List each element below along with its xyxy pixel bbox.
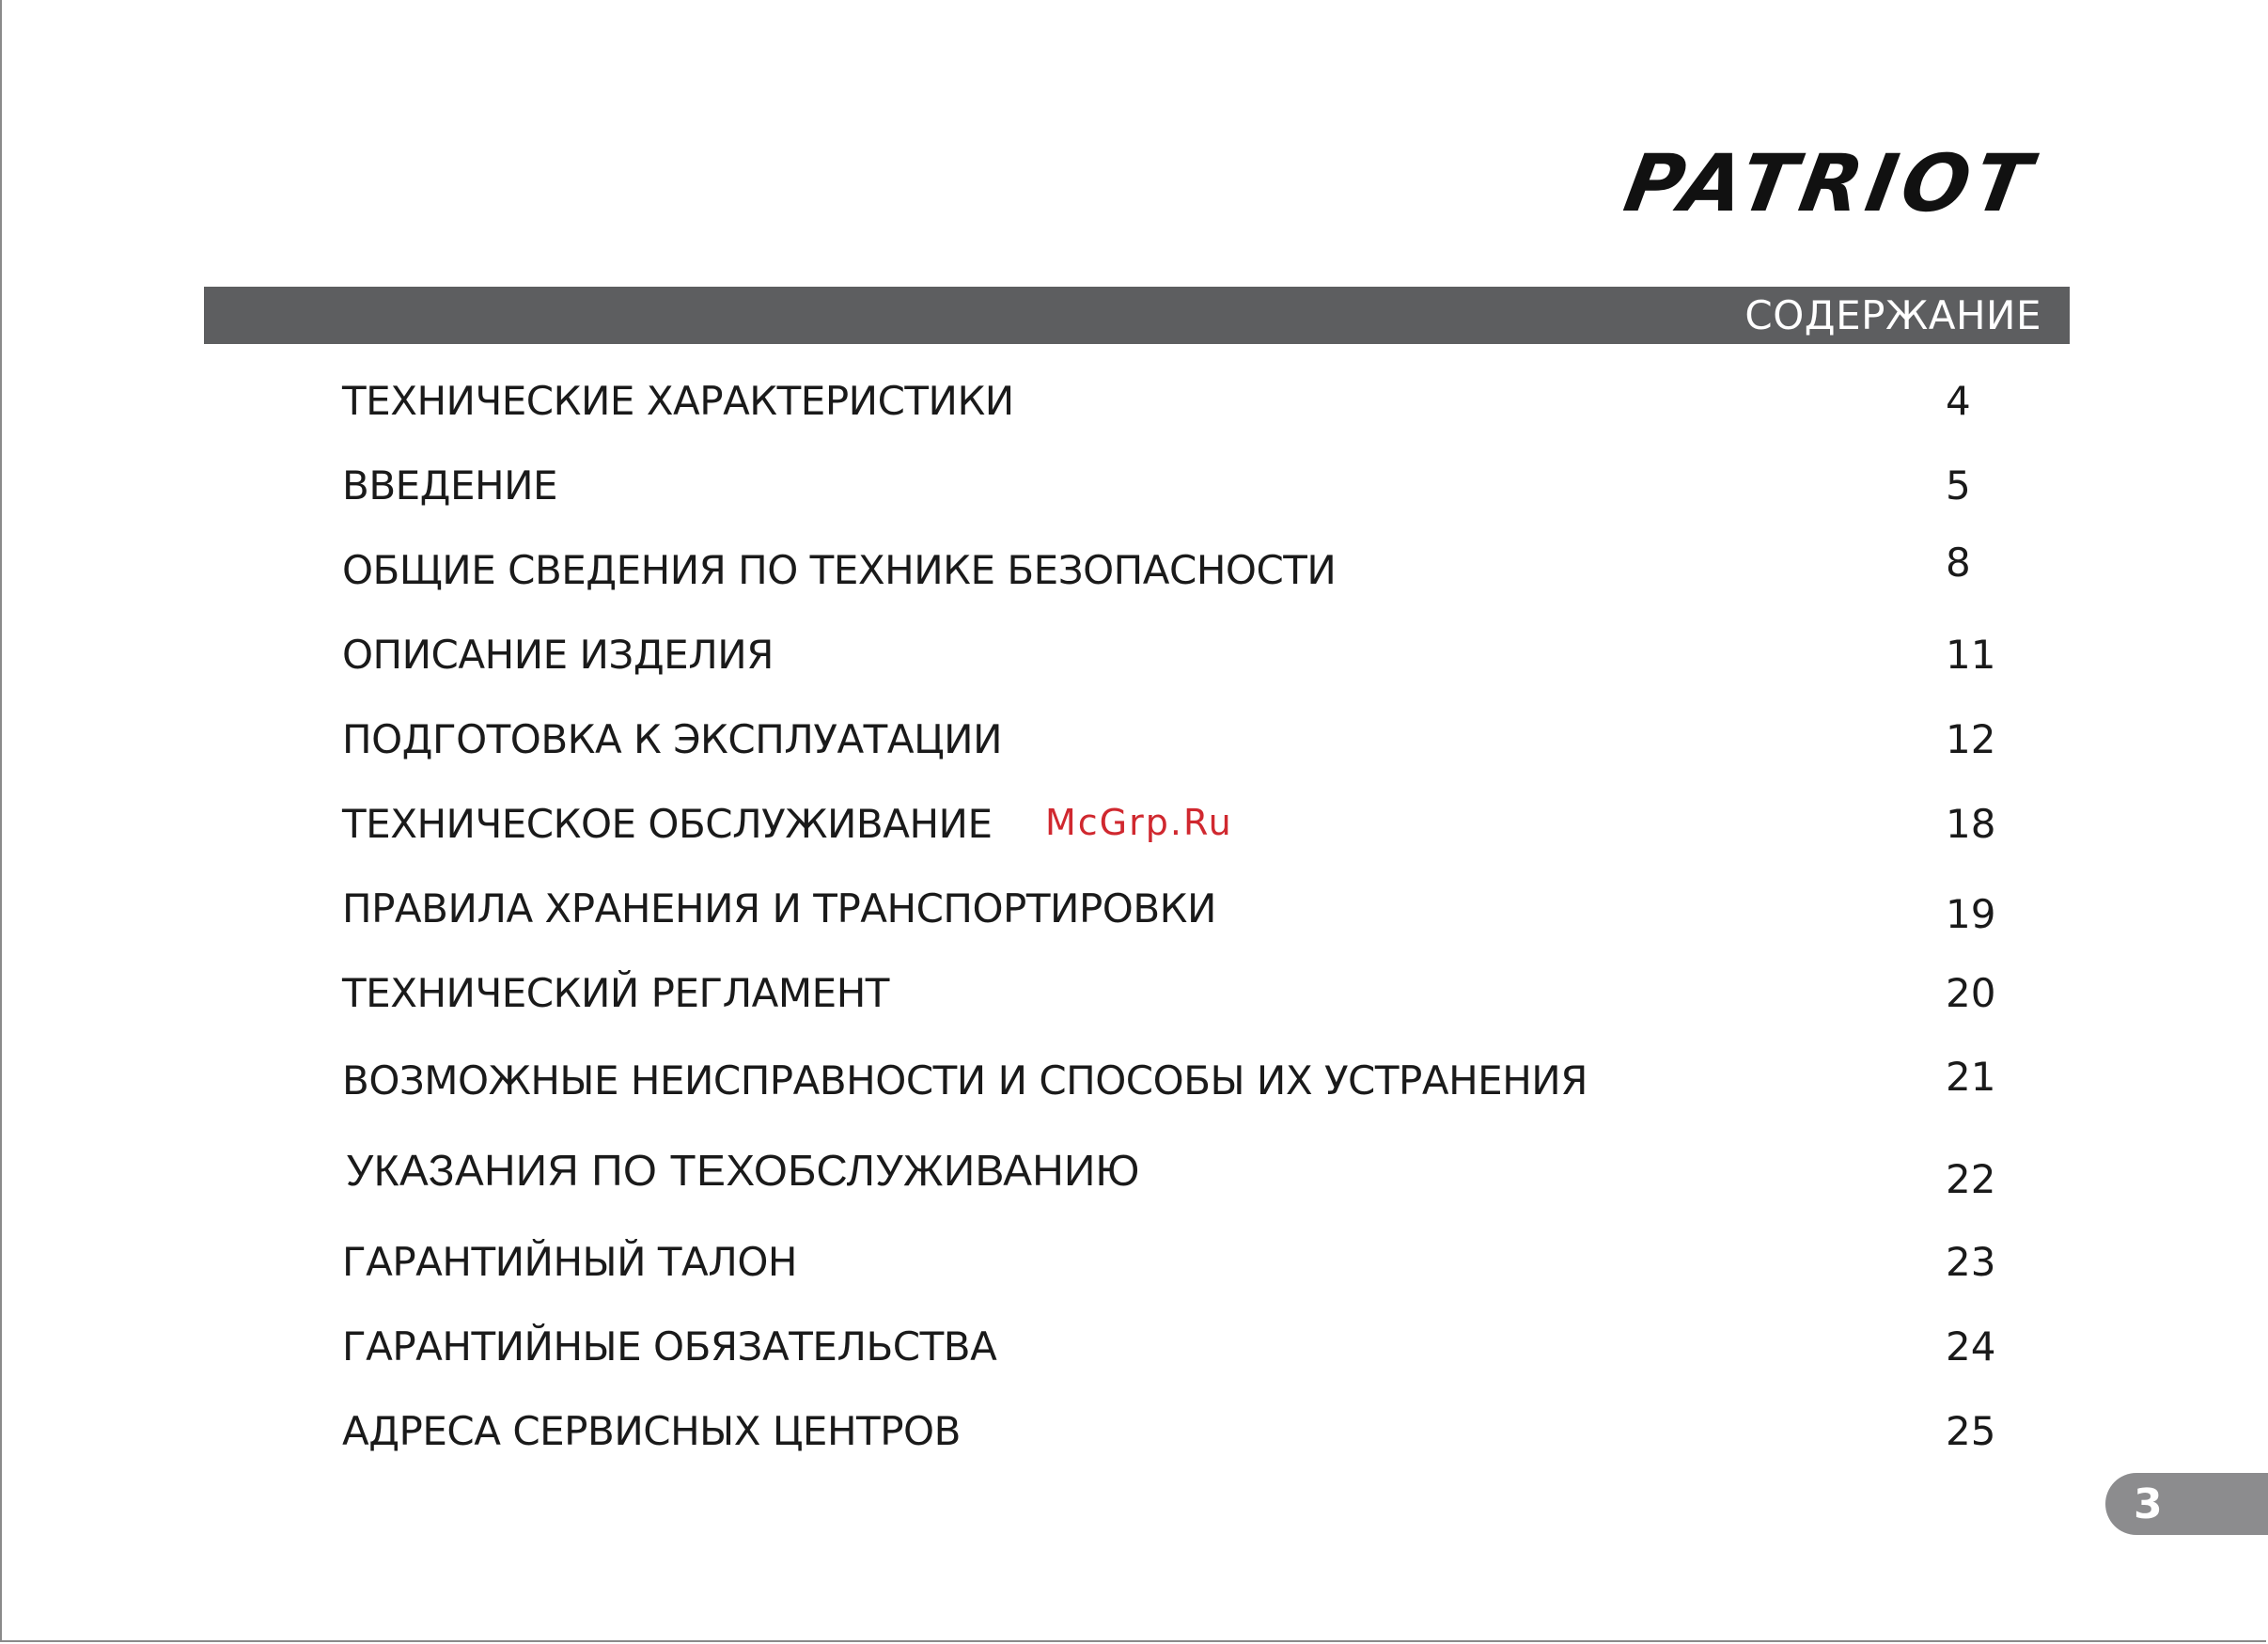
toc-label: ТЕХНИЧЕСКИЕ ХАРАКТЕРИСТИКИ xyxy=(342,378,1014,424)
toc-row[interactable] xyxy=(0,540,2268,603)
toc-label: ВОЗМОЖНЫЕ НЕИСПРАВНОСТИ И СПОСОБЫ ИХ УСТРАНЕНИЯ xyxy=(342,1057,1588,1104)
toc-page-number: 18 xyxy=(1946,801,1996,847)
toc-row[interactable] xyxy=(0,632,2268,688)
watermark-text: McGrp.Ru xyxy=(1045,802,1233,843)
page-number-tab xyxy=(2105,1473,2268,1535)
contents-title: СОДЕРЖАНИЕ xyxy=(1744,292,2041,338)
toc-label: ОБЩИЕ СВЕДЕНИЯ ПО ТЕХНИКЕ БЕЗОПАСНОСТИ xyxy=(342,547,1337,593)
toc-page-number: 12 xyxy=(1946,716,1996,762)
toc-row[interactable] xyxy=(0,1323,2268,1380)
toc-row[interactable] xyxy=(0,462,2268,519)
toc-page-number: 25 xyxy=(1946,1408,1996,1454)
toc-label: ГАРАНТИЙНЫЕ ОБЯЗАТЕЛЬСТВА xyxy=(342,1323,997,1370)
toc-label: ТЕХНИЧЕСКИЙ РЕГЛАМЕНТ xyxy=(342,970,889,1016)
toc-page-number: 24 xyxy=(1946,1323,1996,1370)
toc-page-number: 8 xyxy=(1946,540,1971,586)
toc-row[interactable] xyxy=(0,1239,2268,1295)
toc-row[interactable] xyxy=(0,885,2268,942)
toc-row[interactable] xyxy=(0,1408,2268,1464)
toc-label: УКАЗАНИЯ ПО ТЕХОБСЛУЖИВАНИЮ xyxy=(346,1146,1140,1195)
toc-row[interactable] xyxy=(0,1054,2268,1114)
page-number: 3 xyxy=(2134,1480,2163,1528)
toc-page-number: 4 xyxy=(1946,378,1971,424)
toc-page-number: 19 xyxy=(1946,891,1996,937)
toc-label: ТЕХНИЧЕСКОЕ ОБСЛУЖИВАНИЕ xyxy=(342,801,993,847)
toc-label: ОПИСАНИЕ ИЗДЕЛИЯ xyxy=(342,632,774,678)
toc-label: ВВЕДЕНИЕ xyxy=(342,462,558,509)
toc-row[interactable] xyxy=(0,970,2268,1026)
toc-page-number: 22 xyxy=(1946,1156,1996,1202)
patriot-logo: PATRIOT xyxy=(1618,137,2043,229)
toc-row[interactable] xyxy=(0,1145,2268,1201)
toc-row[interactable] xyxy=(0,716,2268,773)
toc-label: ПРАВИЛА ХРАНЕНИЯ И ТРАНСПОРТИРОВКИ xyxy=(342,885,1216,932)
toc-page-number: 11 xyxy=(1946,632,1996,678)
toc-label: ГАРАНТИЙНЫЙ ТАЛОН xyxy=(342,1239,797,1285)
toc-row[interactable] xyxy=(0,378,2268,434)
toc-page-number: 23 xyxy=(1946,1239,1996,1285)
toc-page-number: 21 xyxy=(1946,1054,1996,1100)
toc-page-number: 5 xyxy=(1946,462,1971,509)
toc-label: ПОДГОТОВКА К ЭКСПЛУАТАЦИИ xyxy=(342,716,1003,762)
toc-page-number: 20 xyxy=(1946,970,1996,1016)
toc-label: АДРЕСА СЕРВИСНЫХ ЦЕНТРОВ xyxy=(342,1408,961,1454)
